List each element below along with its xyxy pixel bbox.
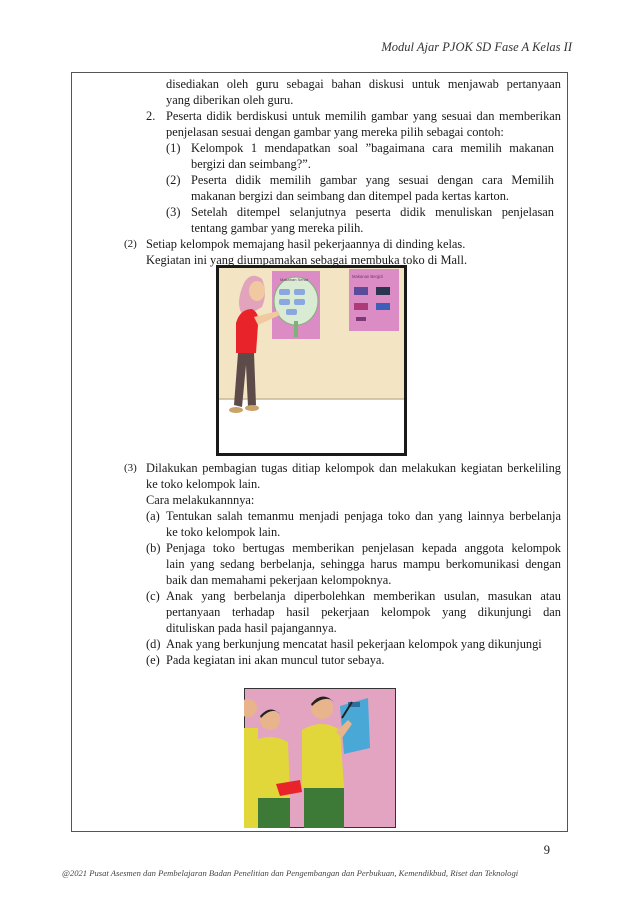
item-d-number: (d) [146, 637, 161, 651]
sub-2-line-2: makanan bergizi dan seimbang dan ditempel pada kertas karton. [191, 189, 510, 203]
illustration-display-posters [216, 265, 407, 456]
item-2-line-2: Kegiatan ini yang diumpamakan sebagai membuka toko di Mall. [146, 253, 468, 267]
step-2-line-2: penjelasan sesuai dengan gambar yang mereka pilih sebagai contoh: [166, 125, 504, 139]
item-c-line-1: Anak yang berbelanja diperbolehkan memberikan usulan, masukan atau [166, 589, 561, 603]
item-3-line-3: Cara melakukannnya: [146, 493, 255, 507]
item-b-line-2: lain yang sedang berbelanja, sehingga harus mampu berkomunikasi dengan [166, 557, 561, 571]
item-2-number: (2) [124, 238, 137, 250]
item-a-line-1: Tentukan salah temanmu menjadi penjaga toko dan yang lainnya berbelanja [166, 509, 561, 523]
svg-text:Makanan Sehat: Makanan Sehat [280, 277, 309, 282]
intro-line-2: yang diberikan oleh guru. [166, 93, 294, 107]
item-c-line-2: pertanyaan terhadap hasil pekerjaan kelompok yang dikunjungi dan [166, 605, 561, 619]
sub-3-line-2: tentang gambar yang mereka pilih. [191, 221, 364, 235]
item-c-line-3: dituliskan pada hasil pajangannya. [166, 621, 337, 635]
item-e-line-1: Pada kegiatan ini akan muncul tutor sebaya. [166, 653, 385, 667]
poster-1 [272, 271, 320, 339]
sub-3-number: (3) [166, 205, 181, 219]
item-b-line-1: Penjaga toko bertugas memberikan penjelasan kepada anggota kelompok [166, 541, 561, 555]
sub-1-line-1: Kelompok 1 mendapatkan soal ”bagaimana cara memilih makanan [191, 141, 554, 155]
step-2-number: 2. [146, 109, 156, 123]
sub-3-line-1: Setelah ditempel selanjutnya peserta didik menuliskan penjelasan [191, 205, 554, 219]
step-2-line-1: Peserta didik berdiskusi untuk memilih gambar yang sesuai dan memberikan [166, 109, 561, 123]
poster-2 [349, 269, 399, 331]
item-3-number: (3) [124, 462, 137, 474]
sub-1-line-2: bergizi dan seimbang?”. [191, 157, 311, 171]
sub-2-line-1: Peserta didik memilih gambar yang sesuai dengan cara Memilih [191, 173, 554, 187]
intro-line-1: disediakan oleh guru sebagai bahan diskusi untuk menjawab pertanyaan [166, 77, 561, 91]
svg-text:Makanan Bergizi: Makanan Bergizi [352, 274, 384, 279]
item-b-line-3: baik dan memahami pekerjaan kelompoknya. [166, 573, 392, 587]
item-2-line-1: Setiap kelompok memajang hasil pekerjaannya di dinding kelas. [146, 237, 466, 251]
item-a-number: (a) [146, 509, 160, 523]
item-a-line-2: ke toko kelompok lain. [166, 525, 281, 539]
sub-1-number: (1) [166, 141, 181, 155]
item-e-number: (e) [146, 653, 160, 667]
item-c-number: (c) [146, 589, 160, 603]
page-header: Modul Ajar PJOK SD Fase A Kelas II [381, 40, 572, 54]
item-d-line-1: Anak yang berkunjung mencatat hasil pekerjaan kelompok yang dikunjungi [166, 637, 542, 651]
page-footer: @2021 Pusat Asesmen dan Pembelajaran Badan Penelitian dan Pengembangan dan Perbukuan, Kemendikbud, Riset dan Teknologi [62, 868, 519, 878]
item-b-number: (b) [146, 541, 161, 555]
item-3-line-1: Dilakukan pembagian tugas ditiap kelompok dan melakukan kegiatan berkeliling [146, 461, 561, 475]
illustration-peer-tutoring [244, 688, 396, 828]
page-number: 9 [543, 843, 550, 857]
sub-2-number: (2) [166, 173, 181, 187]
item-3-line-2: ke toko kelompok lain. [146, 477, 261, 491]
